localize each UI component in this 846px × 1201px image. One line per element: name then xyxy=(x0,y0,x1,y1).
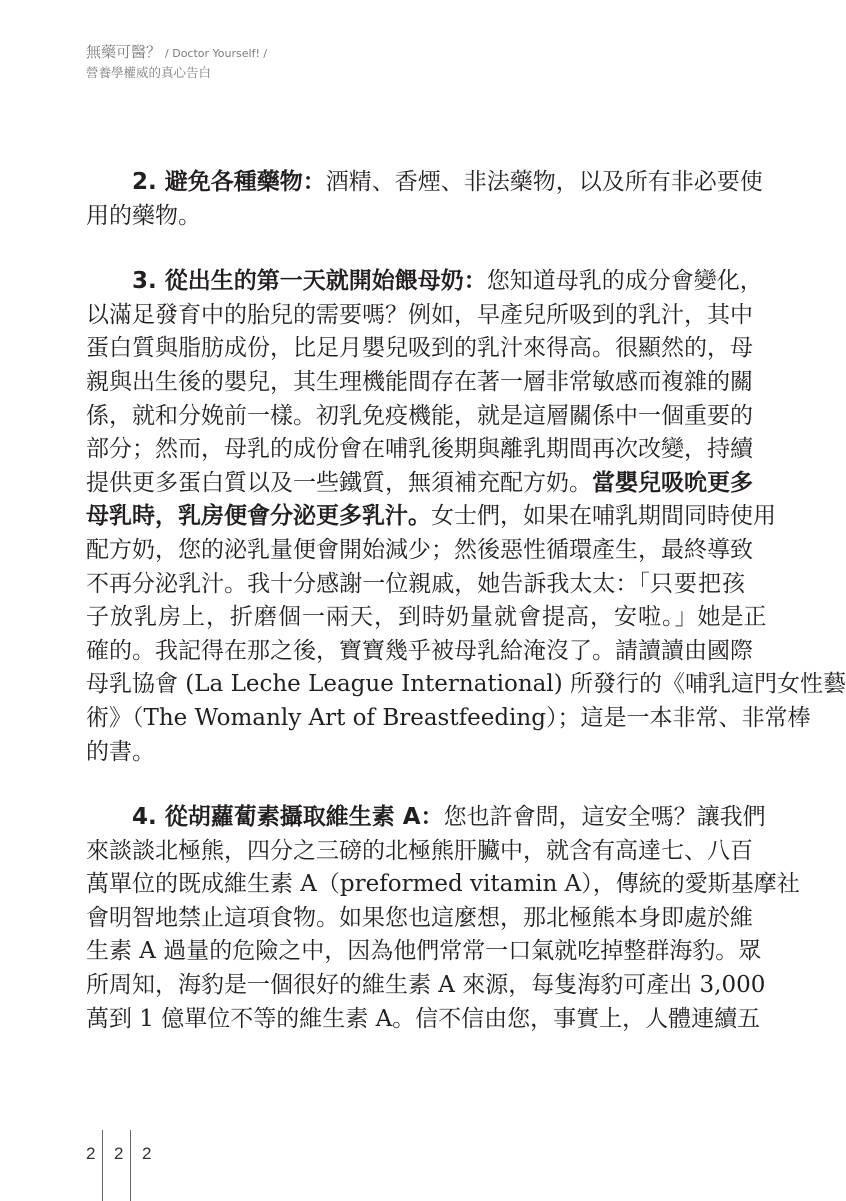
book-title: 無藥可醫？ xyxy=(86,43,162,61)
text-line xyxy=(86,534,753,568)
body-text-span: 以滿足發育中的胎兒的需要嗎？例如，早產兒所吸到的乳汁，其中 xyxy=(86,301,753,328)
text-line xyxy=(86,601,767,635)
body-text-span: 您知道母乳的成分會變化， xyxy=(486,268,763,295)
paragraph-gap xyxy=(86,233,746,265)
text-line xyxy=(86,902,753,936)
body-text-span: 來談談北極熊，四分之三磅的北極熊肝臟中，就含有高達七、八百 xyxy=(86,837,753,864)
bold-text: 母乳時，乳房便會分泌更多乳汁。 xyxy=(86,503,431,530)
body-text-span: 所周知，海豹是一個很好的維生素 A 來源，每隻海豹可產出 3,000 xyxy=(86,972,766,999)
body-text-span: 您也許會問，這安全嗎？讓我們 xyxy=(443,804,766,831)
body-text-span: 術》（The Womanly Art of Breastfeeding）；這是一本非常、非常棒 xyxy=(86,704,811,731)
footer-divider xyxy=(130,1130,131,1201)
page-number-digit: 2 xyxy=(86,1144,96,1163)
text-line xyxy=(86,265,763,299)
text-line xyxy=(86,166,763,200)
body-text-span: 母乳協會 (La Leche League International) 所發行的《哺乳這門女性藝 xyxy=(86,671,846,698)
body-text-span: 不再分泌乳汁。我十分感謝一位親戚，她告訴我太太：「 xyxy=(86,570,650,597)
text-line xyxy=(86,935,762,969)
text-line xyxy=(86,668,846,702)
body-text-span: 親與出生後的嬰兒，其生理機能間存在著一層非常敏感而複雜的關 xyxy=(86,368,753,395)
page-number-footer xyxy=(86,1130,206,1201)
footer-divider xyxy=(102,1130,103,1201)
body-text-span: 部分；然而，母乳的成份會在哺乳後期與離乳期間再次改變，持續 xyxy=(86,436,753,463)
page-number-digit: 2 xyxy=(114,1144,124,1163)
text-line xyxy=(86,702,811,736)
text-line xyxy=(86,969,766,1003)
page-number-digit: 2 xyxy=(142,1144,152,1163)
bold-text: 2. 避免各種藥物： xyxy=(132,169,326,195)
body-text-span: 用的藥物。 xyxy=(86,202,201,229)
text-line xyxy=(86,1003,761,1037)
body-text-span: 生素 A 過量的危險之中，因為他們常常一口氣就吃掉整群海豹。眾 xyxy=(86,938,762,965)
body-text-span: 配方奶，您的泌乳量便會開始減少；然後惡性循環產生，最終導致 xyxy=(86,536,753,563)
body-text-span: 萬到 1 億單位不等的維生素 A。信不信由您，事實上，人體連續五 xyxy=(86,1005,761,1032)
body-text-span: 女士們，如果在哺乳期間同時使用 xyxy=(431,503,776,530)
text-line xyxy=(86,366,753,400)
paragraph xyxy=(86,801,800,1036)
text-line xyxy=(86,568,746,602)
paragraph xyxy=(86,166,763,233)
body-text-span: 會明智地禁止這項食物。如果您也這麼想，那北極熊本身即處於維 xyxy=(86,904,753,931)
text-line xyxy=(86,433,753,467)
body-text-span: 酒精、香煙、非法藥物，以及所有非必要使 xyxy=(325,169,763,195)
text-line xyxy=(86,868,800,902)
text-line xyxy=(86,736,746,770)
running-header-title-line xyxy=(86,42,267,64)
text-line xyxy=(86,500,776,534)
bold-text: 4. 從胡蘿蔔素攝取維生素 A： xyxy=(132,804,444,831)
paragraph xyxy=(86,265,846,769)
body-text-span: 確的。我記得在那之後，寶寶幾乎被母乳給淹沒了。請讀讀由國際 xyxy=(86,637,753,664)
body-text-span: 蛋白質與脂肪成份，比足月嬰兒吸到的乳汁來得高。很顯然的，母 xyxy=(86,335,753,362)
paragraph-gap xyxy=(86,769,746,801)
body-text-span: 」她是正 xyxy=(674,604,767,631)
text-line xyxy=(86,801,766,835)
running-header xyxy=(86,42,267,82)
text-line xyxy=(86,467,753,501)
body-text-span: 提供更多蛋白質以及一些鐵質，無須補充配方奶。 xyxy=(86,469,592,496)
text-line xyxy=(86,299,753,333)
bold-text: 當嬰兒吸吮更多 xyxy=(592,469,753,496)
text-line xyxy=(86,400,753,434)
text-line xyxy=(86,332,753,366)
bold-text: 3. 從出生的第一天就開始餵母奶： xyxy=(132,268,487,295)
text-line xyxy=(86,635,753,669)
quoted-text: 子放乳房上，折磨個一兩天，到時奶量就會提高，安啦。 xyxy=(86,604,675,631)
body-text xyxy=(86,166,846,1036)
body-text-span: 係，就和分娩前一樣。初乳免疫機能，就是這層關係中一個重要的 xyxy=(86,402,753,429)
text-line xyxy=(86,200,746,234)
book-subtitle: / Doctor Yourself! / xyxy=(165,47,268,60)
body-text-span: 的書。 xyxy=(86,738,155,765)
quoted-text: 只要把孩 xyxy=(649,570,747,597)
text-line xyxy=(86,835,753,869)
body-text-span: 萬單位的既成維生素 A（preformed vitamin A），傳統的愛斯基摩社 xyxy=(86,871,800,898)
book-tagline: 營養學權威的真心告白 xyxy=(86,65,212,80)
